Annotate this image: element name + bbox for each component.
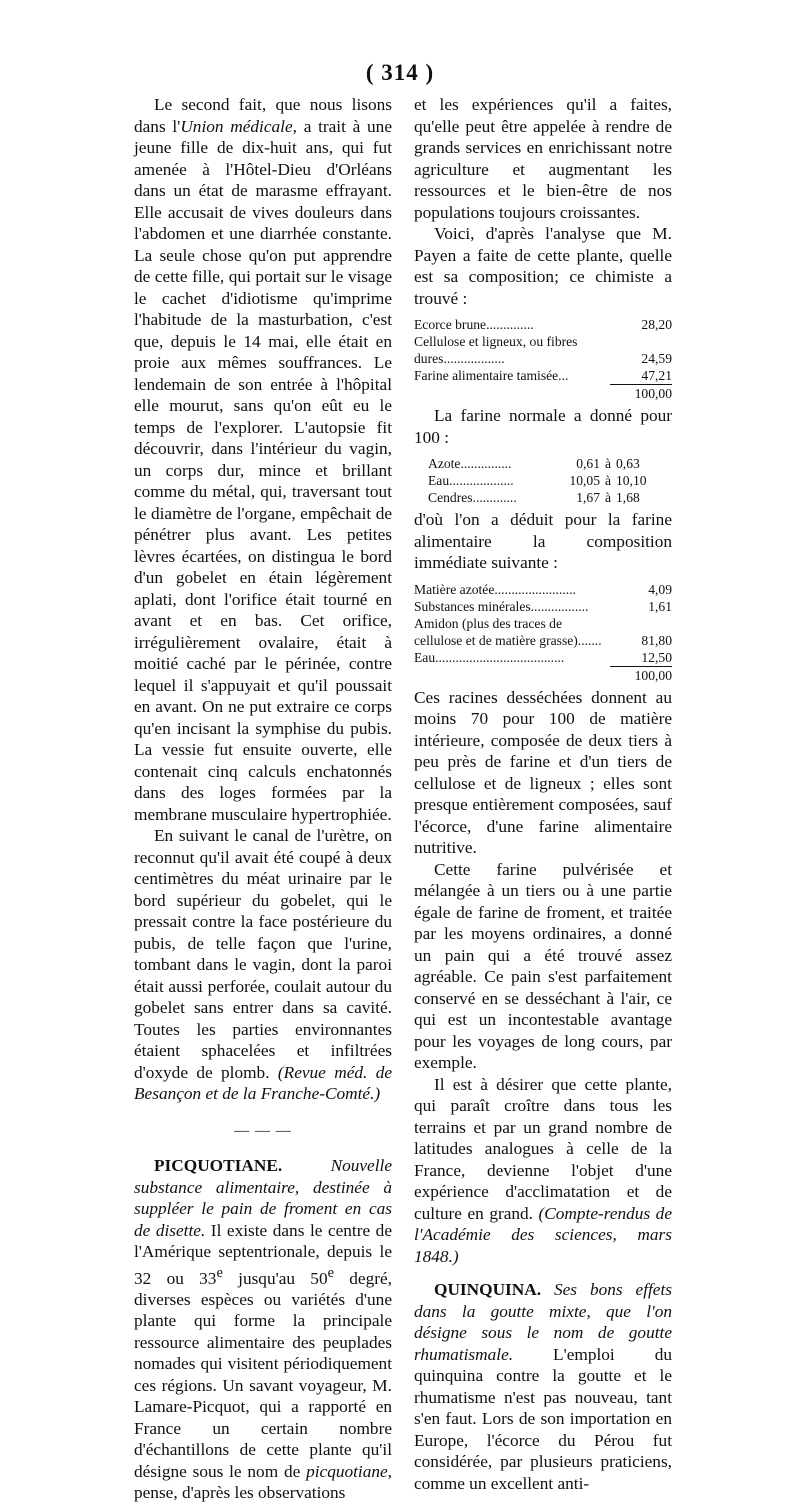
section-divider: — — — (234, 1122, 292, 1139)
table-total-row (414, 666, 672, 684)
paragraph-roots: Ces racines desséchées donnent au moins 70 pour 100 de matière intérieure, composée de deux tiers à peu près de farine et d'un tiers de cellulose et de ligneux ; elles sont presque entièrement composées, sauf l'écorce, d'une farine alimentaire nutritive. (414, 687, 672, 857)
table-cell-high: 0,63 (616, 456, 640, 471)
table-cell-item: Substances minérales................. (414, 598, 589, 614)
paragraph-text: Il existe dans le centre de l'Amérique septentrionale, depuis le 32 ou 33 (134, 1220, 392, 1288)
table-cell-sep: à (604, 473, 612, 488)
paragraph-bread: Cette farine pulvérisée et mélangée à un tiers ou à une partie égale de farine de froment, et traitée par les moyens ordinaires, a donné un pain qui a été trouvé assez agréable. Ce pain s'est parfaitement conservé en se desséchant à l'air, ce qui est un incontestable avantage pour les voyages de long cours, par exemple. (414, 859, 672, 1072)
table-cell-low: 10,05 (569, 473, 600, 488)
superscript: e (216, 1264, 223, 1281)
table-row (414, 472, 672, 489)
paragraph-text: , a trait à une jeune fille de dix-huit ans, qui fut amenée à l'Hôtel-Dieu d'Orléans dans un état de marasme effrayant. Elle accusait de vives douleurs dans l'abdomen et une diarrhée constante. La seule chose qu'on put apprendre de cette fille, qui portait sur le visage le cachet d'idiotisme qu'imprime l'habitude de la masturbation, c'est que, depuis le 14 mai, elle était en proie aux mêmes souffrances. Le lendemain de son entrée à l'hôpital elle mourut, sans qu'on eût eu le temps de l'explorer. L'autopsie fit découvrir, dans l'intérieur du vagin, un corps dur, mince et brillant comme du métal, qui, traversant tout le diamètre de l'organe, empêchait de pénétrer plus avant. Les petites lèvres écartées, on distingua le bord d'un gobelet en étain légèrement aplati, dont l'orifice était tourné en avant et en bas. Cet orifice, irrégulièrement ovalaire, était à moitié caché par le périnée, contre lequel il s'appuyait et qu'il poussait en avant. On ne put extraire ce corps qu'en incisant la symphise du pubis. La vessie fut ensuite ouverte, elle contenait cinq calculs enchatonnés dans des loges formées par la membrane musculaire hypertrophiée. (134, 116, 392, 824)
table-cell-high: 10,10 (616, 473, 647, 488)
table-cell-item: Eau................... (428, 473, 514, 488)
table-cell-value: 47,21 (641, 368, 672, 383)
plant-name: picquotiane (306, 1461, 388, 1481)
left-column (134, 94, 392, 1504)
table-total-row (414, 385, 672, 403)
superscript: e (327, 1264, 334, 1281)
table-total: 100,00 (610, 385, 672, 403)
paragraph-text: L'emploi du quinquina contre la goutte et le rhumatisme n'est pas nouveau, tant s'en faut. Lors de son importation en Europe, l'écorce du Pérou fut considérée, par plusieurs praticiens, comme un excellent anti- (414, 1344, 672, 1493)
citation: (Compte-rendus de l'Académie des sciences, mars 1848.) (414, 1203, 672, 1266)
paragraph-text: En suivant le canal de l'urètre, on reconnut qu'il avait été coupé à deux centimètres du méat urinaire par le bord supérieur du gobelet, qui le pressait contre la face postérieure du pubis, de telle façon que l'urine, tombant dans le vagin, dont la paroi était aussi perforée, coulait autour du gobelet sans entrer dans sa cavité. Toutes les parties environnantes étaient sphacelées et infiltrées d'oxyde de plomb. (134, 826, 392, 1082)
paragraph-deduction: d'où l'on a déduit pour la farine alimentaire la composition immédiate suivante : (414, 510, 672, 572)
citation: (Revue méd. de Besançon et de la Franche-Comté.) (134, 1062, 393, 1103)
table-row (414, 489, 672, 506)
table-row (414, 649, 672, 667)
table-cell-value: 1,61 (648, 598, 672, 614)
table-cell-sep: à (604, 490, 612, 505)
table-cell-item: Cendres............. (428, 490, 517, 505)
section-heading: PICQUOTIANE. (154, 1156, 283, 1175)
table-cell-value: 28,20 (641, 317, 672, 332)
paragraph-text: jusqu'au 50 (222, 1268, 328, 1288)
table-cell-item: Ecorce brune.............. (414, 317, 534, 332)
paragraph-picquotiane (134, 1155, 392, 1504)
composition-table-immediate (414, 581, 672, 684)
paragraph-case-report (134, 94, 392, 825)
section-subtitle: Ses bons effets dans la goutte mixte, que l'on désigne sous le nom de goutte rhumatismale. (414, 1280, 673, 1364)
table-cell-item: Cellulose et ligneux, ou fibres dures.................. (414, 334, 578, 366)
paragraph-text: Il est à désirer que cette plante, qui paraît croître dans tous les terrains et par un grand nombre de latitudes analogues à celle de la France, devienne l'objet d'une expérience d'acclimatation et de culture en grand. (414, 1074, 672, 1223)
table-cell-value: 12,50 (641, 649, 672, 665)
table-cell-item: Matière azotée........................ (414, 581, 576, 597)
table-cell-sep: à (604, 456, 612, 471)
table-cell-item: Farine alimentaire tamisée... (414, 368, 569, 383)
table-cell-value: 4,09 (648, 581, 672, 597)
paragraph-acclimatation (414, 1074, 672, 1268)
table-cell-item: Azote............... (428, 456, 512, 471)
paragraph-continuation: et les expériences qu'il a faites, qu'elle peut être appelée à rendre de grands services en enrichissant notre agriculture et augmentant les ressources et le bien-être de nos populations toujours croissantes. (414, 95, 672, 222)
table-row (414, 333, 672, 367)
table-cell-item: Amidon (plus des traces de cellulose et de matière grasse)....... (414, 615, 602, 648)
table-row (414, 615, 672, 649)
table-row (414, 316, 672, 333)
table-cell-item: Eau...................................... (414, 649, 565, 665)
composition-table-plant (414, 316, 672, 402)
paragraph-urethra (134, 825, 392, 1105)
composition-table-flour (414, 455, 672, 506)
table-cell-low: 0,61 (576, 456, 600, 471)
page-number: ( 314 ) (365, 60, 435, 85)
paragraph-analysis-intro: Voici, d'après l'analyse que M. Payen a faite de cette plante, quelle est sa composition; ce chimiste a trouvé : (414, 224, 672, 308)
paragraph-text: , pense, d'après les observations (134, 1461, 392, 1503)
table-total: 100,00 (610, 666, 672, 684)
table-cell-value: 24,59 (641, 351, 672, 366)
journal-title: Union médicale (180, 116, 293, 136)
section-heading: QUINQUINA. (434, 1280, 542, 1299)
table-cell-value: 81,80 (641, 632, 672, 648)
paragraph-text: Le second fait, que nous lisons dans l' (134, 95, 392, 136)
table-row (414, 455, 672, 472)
right-column (414, 94, 672, 1494)
table-row (414, 598, 672, 615)
paragraph-text: degré, diverses espèces ou variétés d'une plante qui forme la principale ressource alimentaire des peuplades nomades qui visitent périodiquement ces régions. Un savant voyageur, M. Lamare-Picquot, qui a rapporté en France un certain nombre d'échantillons de cette plante qu'il désigne sous le nom de (134, 1268, 392, 1481)
table-row (414, 581, 672, 598)
table-row (414, 367, 672, 385)
paragraph-quinquina (414, 1279, 672, 1494)
paragraph-flour-intro: La farine normale a donné pour 100 : (414, 406, 672, 447)
table-cell-low: 1,67 (576, 490, 600, 505)
section-subtitle: Nouvelle substance alimentaire, destinée à suppléer le pain de froment en cas de disette. (134, 1156, 392, 1240)
table-cell-high: 1,68 (616, 490, 640, 505)
